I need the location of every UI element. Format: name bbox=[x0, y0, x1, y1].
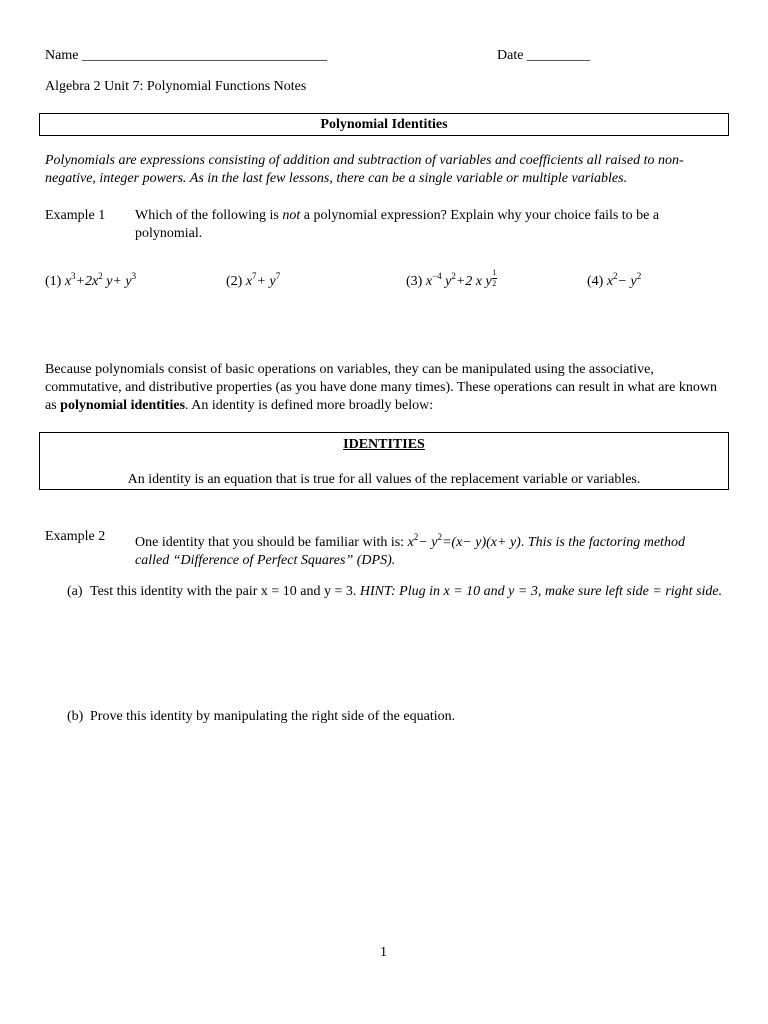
choice-4-number: (4) bbox=[587, 274, 604, 289]
part-a-label: (a) bbox=[67, 584, 83, 599]
dps-identity-expression: $x^2- y^2=(x- y)(x+ y)$ bbox=[407, 532, 521, 550]
choice-3-expression: $x^{-4}$ $y^2+2$ x y $\frac{1}{2}$ bbox=[425, 268, 497, 289]
course-title: Algebra 2 Unit 7: Polynomial Functions Notes bbox=[45, 79, 307, 94]
choice-4-expression: $x^2- y^2$ bbox=[606, 271, 642, 289]
paragraph-bold: polynomial identities bbox=[60, 398, 186, 413]
identities-title: IDENTITIES bbox=[343, 437, 425, 452]
identities-box bbox=[39, 432, 729, 490]
example1-prompt-before: Which of the following is bbox=[135, 208, 283, 223]
choice-1-expression: $x^3+2x^2$ $y+ y^3$ bbox=[64, 271, 137, 289]
choice-1 bbox=[45, 267, 136, 291]
example2-prompt: One identity that you should be familiar with is: $x^2- y^2=(x- y)(x+ y)$. This is the factoring method called “Difference of Perfect Squares” (DPS). bbox=[135, 532, 685, 568]
name-blank[interactable]: ___________________________________ bbox=[81, 48, 327, 63]
choice-1-number: (1) bbox=[45, 274, 62, 289]
example2-method: This is the factoring method called “Difference of Perfect Squares” (DPS). bbox=[135, 535, 685, 568]
example2-prompt-text: One identity that you should be familiar with is: bbox=[135, 535, 405, 550]
name-label: Name bbox=[45, 48, 79, 63]
identities-definition: An identity is an equation that is true for all values of the replacement variable or variables. bbox=[127, 472, 641, 487]
section-title: Polynomial Identities bbox=[320, 117, 448, 132]
part-a bbox=[90, 583, 725, 601]
date-line[interactable] bbox=[497, 47, 590, 65]
example1-prompt-after: a polynomial expression? Explain why your choice fails to be a polynomial. bbox=[135, 208, 660, 241]
example1-label: Example 1 bbox=[45, 208, 106, 223]
choice-4 bbox=[587, 267, 641, 291]
exponent-one-half: $\frac{1}{2}$ bbox=[492, 268, 497, 288]
example2-label: Example 2 bbox=[45, 529, 106, 544]
date-label: Date bbox=[497, 48, 524, 63]
choice-2 bbox=[226, 267, 280, 291]
part-a-hint: HINT: Plug in x = 10 and y = 3, make sure left side = right side. bbox=[359, 584, 723, 599]
part-a-text: Test this identity with the pair x = 10 and y = 3. bbox=[90, 584, 357, 599]
date-blank[interactable]: _________ bbox=[526, 48, 590, 63]
example1-prompt bbox=[135, 207, 720, 243]
part-b-label: (b) bbox=[67, 709, 84, 724]
name-line[interactable] bbox=[45, 47, 327, 65]
choice-3-number: (3) bbox=[406, 274, 423, 289]
example1-prompt-emph: not bbox=[282, 208, 301, 223]
page-number: 1 bbox=[380, 945, 387, 960]
choice-2-number: (2) bbox=[226, 274, 243, 289]
section-title-box bbox=[39, 113, 729, 136]
part-b-text: Prove this identity by manipulating the right side of the equation. bbox=[90, 709, 456, 724]
identities-paragraph bbox=[45, 361, 725, 415]
choice-3 bbox=[406, 267, 497, 291]
intro-paragraph: Polynomials are expressions consisting of addition and subtraction of variables and coefficients all raised to non-negative, integer powers. As in the last few lessons, there can be a single variable or multiple variables. bbox=[45, 153, 684, 186]
choice-2-expression: $x^7+ y^7$ bbox=[245, 271, 281, 289]
paragraph-after: . An identity is defined more broadly below: bbox=[185, 398, 434, 413]
paragraph-before: Because polynomials consist of basic operations on variables, they can be manipulated using the associative, commutative, and distributive properties (as you have done many times). These operations can result in what are known as bbox=[45, 362, 717, 413]
